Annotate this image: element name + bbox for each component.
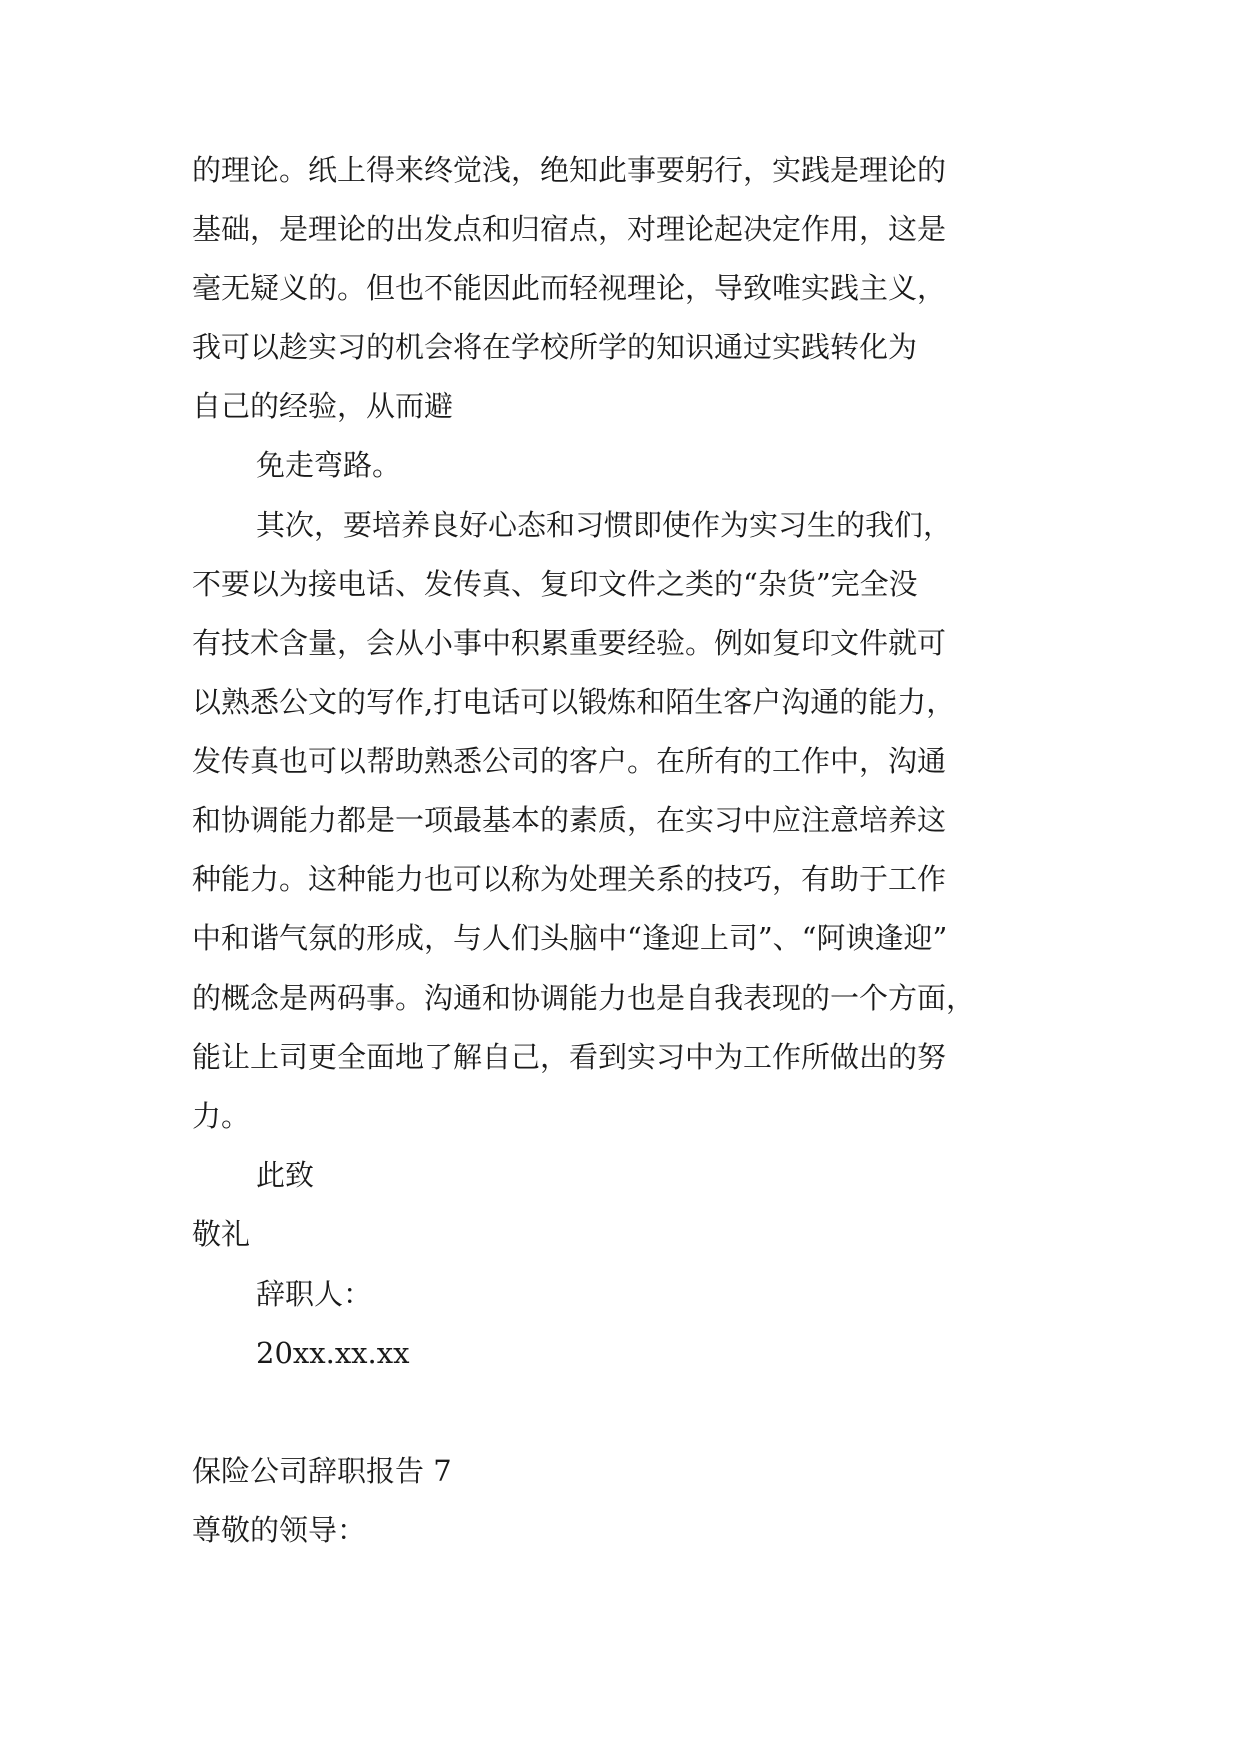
paragraph-line: 中和谐气氛的形成，与人们头脑中“逢迎上司”、“阿谀逢迎” — [192, 921, 948, 955]
greeting-text: 尊敬的领导： — [192, 1513, 367, 1547]
paragraph-line: 的理论。纸上得来终觉浅，绝知此事要躬行，实践是理论的 — [192, 153, 947, 187]
paragraph-line: 发传真也可以帮助熟悉公司的客户。在所有的工作中，沟通 — [192, 744, 947, 778]
section-title: 保险公司辞职报告 7 — [192, 1454, 452, 1488]
paragraph-line: 以熟悉公文的写作,打电话可以锻炼和陌生客户沟通的能力， — [192, 685, 956, 719]
paragraph-line: 基础，是理论的出发点和归宿点，对理论起决定作用，这是 — [192, 212, 947, 246]
paragraph-line: 不要以为接电话、发传真、复印文件之类的“杂货”完全没 — [192, 567, 918, 601]
paragraph-line: 我可以趁实习的机会将在学校所学的知识通过实践转化为 — [192, 330, 918, 364]
paragraph-line: 有技术含量，会从小事中积累重要经验。例如复印文件就可 — [192, 626, 947, 660]
date-text: 20xx.xx.xx — [256, 1336, 410, 1370]
paragraph-line: 免走弯路。 — [256, 448, 402, 482]
paragraph-line: 力。 — [192, 1099, 251, 1133]
paragraph-line: 种能力。这种能力也可以称为处理关系的技巧，有助于工作 — [192, 862, 947, 896]
paragraph-line: 和协调能力都是一项最基本的素质，在实习中应注意培养这 — [192, 803, 947, 837]
closing-text: 此致 — [256, 1158, 315, 1192]
paragraph-line: 自己的经验，从而避 — [192, 389, 454, 423]
paragraph-line: 能让上司更全面地了解自己，看到实习中为工作所做出的努 — [192, 1040, 947, 1074]
paragraph-line: 其次，要培养良好心态和习惯即使作为实习生的我们， — [256, 508, 953, 542]
paragraph-line: 的概念是两码事。沟通和协调能力也是自我表现的一个方面， — [192, 981, 976, 1015]
salute-text: 敬礼 — [192, 1217, 251, 1251]
signer-label: 辞职人： — [256, 1277, 373, 1311]
paragraph-line: 毫无疑义的。但也不能因此而轻视理论，导致唯实践主义， — [192, 271, 947, 305]
